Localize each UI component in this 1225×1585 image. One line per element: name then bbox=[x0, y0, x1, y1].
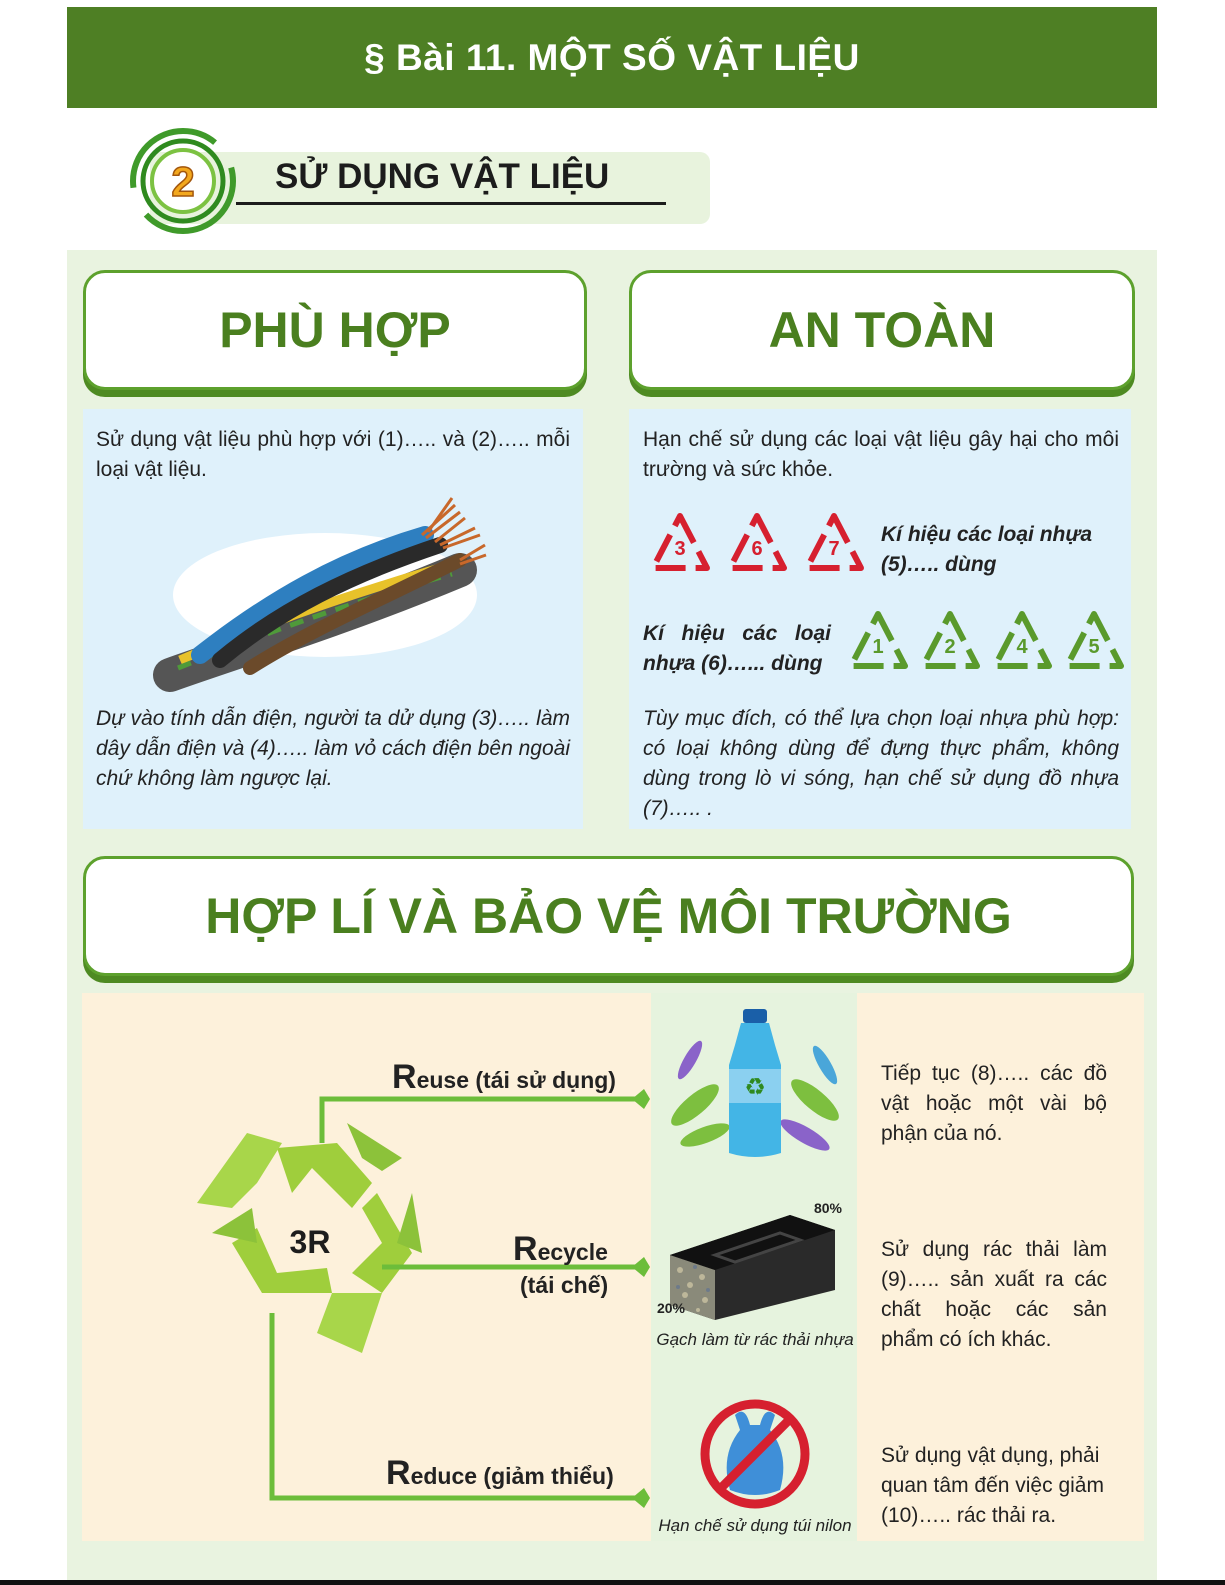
hop-li-heading: HỢP LÍ VÀ BẢO VỆ MÔI TRƯỜNG bbox=[83, 856, 1134, 976]
harmful-code-1: 3 bbox=[674, 538, 686, 560]
an-toan-heading: AN TOÀN bbox=[629, 270, 1135, 390]
svg-text:20%: 20% bbox=[656, 1300, 686, 1316]
safe-plastic-codes bbox=[842, 608, 1132, 680]
safe-code-3: 4 bbox=[1016, 636, 1028, 658]
reuse-bottle-image bbox=[655, 1005, 855, 1163]
phu-hop-heading: PHÙ HỢP bbox=[83, 270, 587, 390]
reuse-label: Reuse (tái sử dụng) bbox=[392, 1058, 616, 1096]
harmful-code-2: 6 bbox=[751, 538, 763, 560]
electric-cable-image bbox=[160, 490, 490, 680]
no-plastic-bag-image bbox=[695, 1395, 815, 1513]
an-toan-text-top: Hạn chế sử dụng các loại vật liệu gây hại cho môi trường và sức khỏe. bbox=[643, 428, 1119, 481]
svg-text:♻: ♻ bbox=[744, 1073, 766, 1101]
recycle-description: Sử dụng rác thải làm (9)….. sản xuất ra các chất hoặc các sản phẩm có ích khác. bbox=[881, 1238, 1107, 1351]
no-bag-caption: Hạn chế sử dụng túi nilon bbox=[658, 1516, 852, 1535]
an-toan-text-bottom: Tùy mục đích, có thể lựa chọn loại nhựa phù hợp: có loại không dùng để đựng thực phẩm, không dùng trong lò vi sóng, hạn chế sử dụng đồ nhựa (7)….. . bbox=[643, 707, 1119, 820]
plastic-brick-image bbox=[656, 1195, 855, 1325]
reduce-description: Sử dụng vật dụng, phải quan tâm đến việc giảm (10)….. rác thải ra. bbox=[881, 1444, 1104, 1527]
reuse-description: Tiếp tục (8)….. các đồ vật hoặc một vài bộ phận của nó. bbox=[881, 1062, 1107, 1145]
harmful-code-3: 7 bbox=[828, 538, 840, 560]
section-title-underline bbox=[236, 202, 666, 205]
section-number-badge bbox=[128, 126, 238, 236]
page-header: § Bài 11. MỘT SỐ VẬT LIỆU bbox=[67, 7, 1157, 108]
reduce-label: Reduce (giảm thiểu) bbox=[386, 1454, 614, 1492]
section-title: SỬ DỤNG VẬT LIỆU bbox=[275, 157, 610, 196]
harmful-plastic-codes bbox=[645, 510, 875, 582]
recycle-label: Recycle bbox=[513, 1230, 608, 1268]
recycle-sub-label: (tái chế) bbox=[520, 1272, 609, 1298]
safe-code-4: 5 bbox=[1088, 636, 1100, 658]
svg-text:2: 2 bbox=[171, 158, 195, 205]
phu-hop-text-top: Sử dụng vật liệu phù hợp với (1)….. và (2)….. mỗi loại vật liệu. bbox=[96, 428, 570, 481]
brick-caption: Gạch làm từ rác thải nhựa bbox=[656, 1330, 854, 1349]
page-bottom-rule bbox=[0, 1580, 1225, 1585]
svg-text:3R: 3R bbox=[289, 1224, 331, 1260]
phu-hop-text-bottom: Dự vào tính dẫn điện, người ta dử dụng (3)….. làm dây dẫn điện và (4)….. làm vỏ cách điện bên ngoài chứ không làm ngược lại. bbox=[96, 707, 570, 790]
safe-code-2: 2 bbox=[944, 636, 956, 658]
svg-text:80%: 80% bbox=[813, 1200, 843, 1216]
safe-plastic-label: Kí hiệu các loại nhựa (6)…... dùng bbox=[643, 622, 831, 675]
harmful-plastic-label: Kí hiệu các loại nhựa (5)….. dùng bbox=[881, 523, 1093, 576]
safe-code-1: 1 bbox=[872, 636, 884, 658]
